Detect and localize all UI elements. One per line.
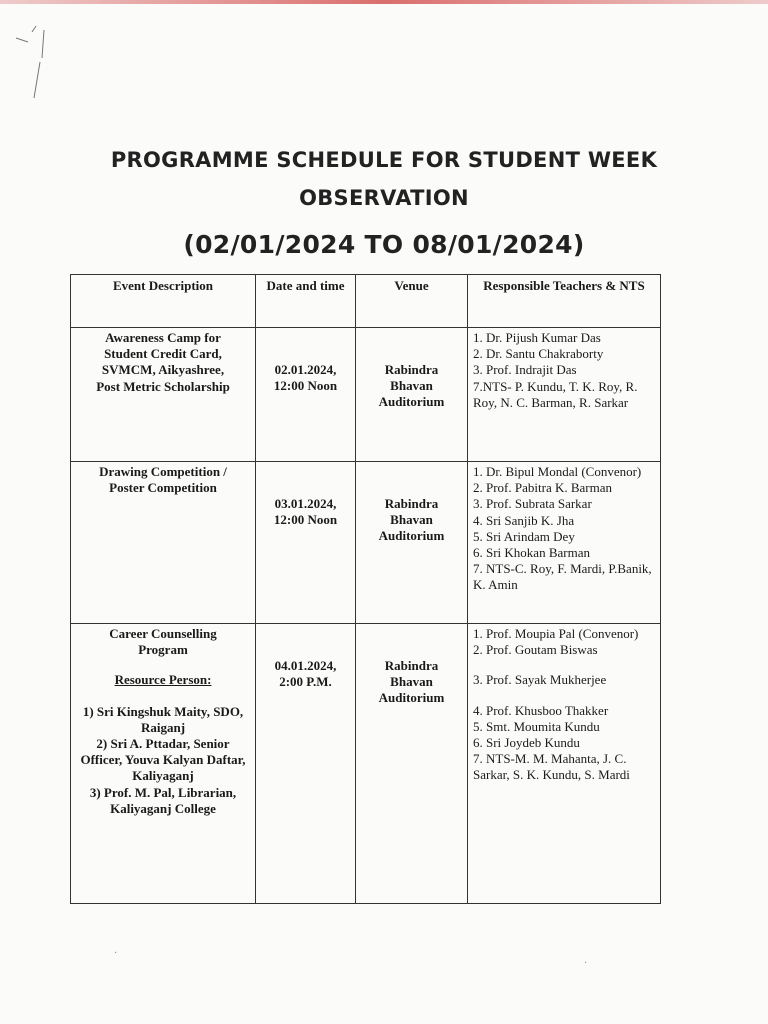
venue-cell: [356, 462, 468, 624]
paper-speck: ·: [584, 958, 588, 969]
resource-person: 1) Sri Kingshuk Maity, SDO, Raiganj: [82, 703, 244, 735]
event-cell: [71, 462, 256, 624]
header-date: Date and time: [256, 275, 356, 328]
responsible-item: 4. Sri Sanjib K. Jha: [473, 512, 575, 528]
venue-line: Bhavan: [390, 512, 433, 528]
responsible-item: 7. NTS-C. Roy, F. Mardi, P.Banik, K. Amin: [473, 561, 652, 593]
responsible-item: 3. Prof. Indrajit Das: [473, 362, 577, 378]
date-line: 03.01.2024,: [274, 496, 337, 511]
header-event: Event Description: [71, 275, 256, 328]
event-line: Post Metric Scholarship: [96, 378, 230, 394]
event-line: Student Credit Card,: [104, 346, 222, 362]
table-row: [71, 624, 661, 904]
responsible-item: 1. Dr. Pijush Kumar Das: [473, 330, 601, 345]
pen-scribble-mark: [10, 18, 60, 108]
title-line-1: PROGRAMME SCHEDULE FOR STUDENT WEEK: [110, 148, 658, 172]
date-cell: [256, 624, 356, 904]
responsible-item: 4. Prof. Khusboo Thakker: [473, 702, 609, 718]
table-row: [71, 462, 661, 624]
date-range: (02/01/2024 TO 08/01/2024): [183, 230, 585, 259]
responsible-cell: [468, 624, 661, 904]
responsible-item: 2. Prof. Goutam Biswas: [473, 642, 598, 658]
venue-line: Rabindra: [384, 496, 439, 511]
event-line: Program: [138, 642, 188, 658]
page-top-edge: [0, 0, 768, 4]
date-line: 02.01.2024,: [274, 362, 337, 377]
responsible-cell: [468, 328, 661, 462]
responsible-item: 2. Prof. Pabitra K. Barman: [473, 480, 613, 496]
venue-cell: [356, 328, 468, 462]
date-line: 04.01.2024,: [274, 658, 337, 673]
time-line: 12:00 Noon: [273, 378, 338, 394]
responsible-item: 5. Smt. Moumita Kundu: [473, 718, 600, 734]
resource-person: 2) Sri A. Pttadar, Senior Officer, Youva Kalyan Daftar, Kaliyaganj: [80, 736, 246, 784]
date-cell: [256, 328, 356, 462]
responsible-item: 6. Sri Khokan Barman: [473, 545, 590, 561]
venue-line: Rabindra: [384, 658, 439, 673]
venue-line: Auditorium: [378, 394, 445, 410]
paper-speck: ·: [114, 948, 118, 959]
venue-line: Auditorium: [378, 690, 445, 706]
responsible-item: 2. Dr. Santu Chakraborty: [473, 346, 604, 362]
responsible-item: 3. Prof. Sayak Mukherjee: [473, 672, 607, 688]
event-line: Career Counselling: [109, 626, 217, 641]
event-line: Poster Competition: [109, 480, 217, 496]
header-responsible: Responsible Teachers & NTS: [468, 275, 661, 328]
venue-line: Bhavan: [390, 378, 433, 394]
responsible-item: 7. NTS-M. M. Mahanta, J. C. Sarkar, S. K. Kundu, S. Mardi: [473, 751, 630, 783]
event-line: SVMCM, Aikyashree,: [101, 362, 225, 378]
responsible-cell: [468, 462, 661, 624]
table-row: [71, 328, 661, 462]
event-line: Drawing Competition /: [99, 464, 227, 479]
time-line: 2:00 P.M.: [279, 674, 332, 690]
resource-person: 3) Prof. M. Pal, Librarian, Kaliyaganj College: [89, 784, 237, 816]
responsible-item: 7.NTS- P. Kundu, T. K. Roy, R. Roy, N. C. Barman, R. Sarkar: [473, 378, 638, 410]
title-line-2: OBSERVATION: [299, 186, 469, 210]
venue-line: Bhavan: [390, 674, 433, 690]
responsible-item: 5. Sri Arindam Dey: [473, 528, 575, 544]
header-venue: Venue: [356, 275, 468, 328]
event-cell: [71, 328, 256, 462]
schedule-table: [70, 274, 661, 904]
responsible-item: 6. Sri Joydeb Kundu: [473, 735, 580, 751]
event-cell: [71, 624, 256, 904]
responsible-item: 1. Prof. Moupia Pal (Convenor): [473, 626, 639, 641]
table-header-row: [71, 275, 661, 328]
event-line: Awareness Camp for: [105, 330, 221, 345]
venue-line: Rabindra: [384, 362, 439, 377]
responsible-item: 3. Prof. Subrata Sarkar: [473, 496, 592, 512]
venue-line: Auditorium: [378, 528, 445, 544]
venue-cell: [356, 624, 468, 904]
responsible-item: 1. Dr. Bipul Mondal (Convenor): [473, 464, 642, 479]
date-cell: [256, 462, 356, 624]
time-line: 12:00 Noon: [273, 512, 338, 528]
resource-person-label: Resource Person:: [114, 672, 212, 688]
